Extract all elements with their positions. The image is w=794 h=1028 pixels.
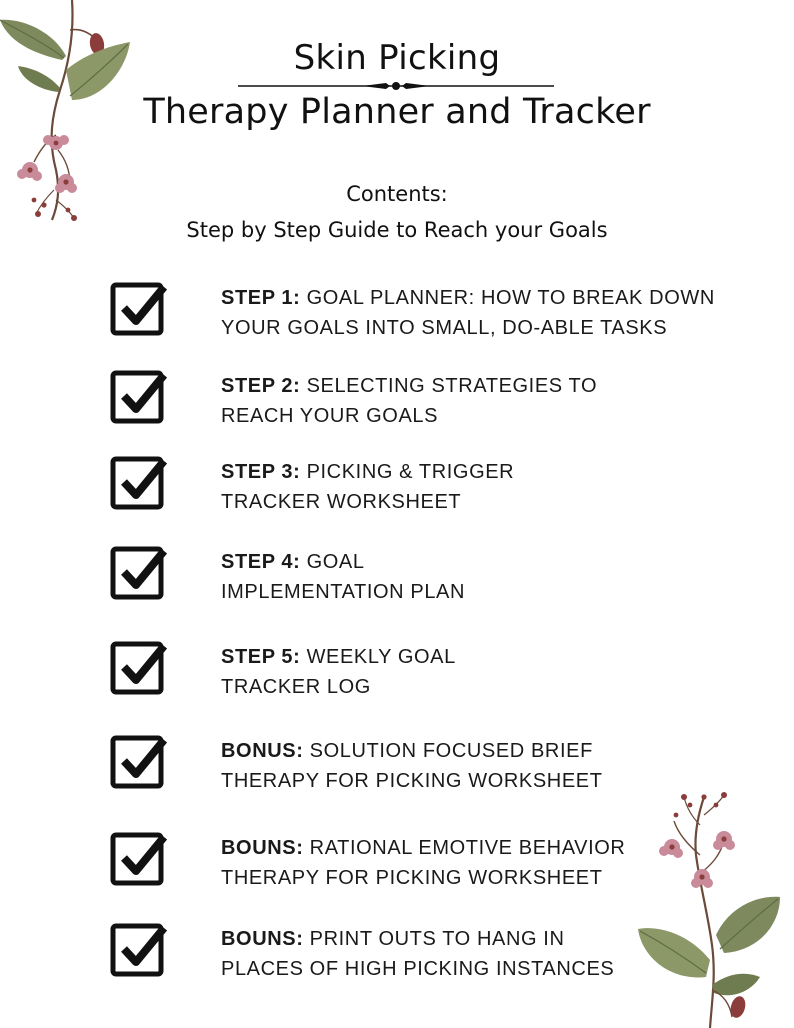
item-line-1: WEEKLY GOAL (300, 646, 456, 668)
item-line-2: REACH YOUR GOALS (221, 405, 439, 427)
title-line-1: Skin Picking (293, 38, 501, 78)
checkbox-checked-icon (110, 640, 168, 698)
item-line-2: TRACKER WORKSHEET (221, 491, 462, 513)
checkbox-checked-icon (110, 281, 168, 339)
item-label: STEP 3: (221, 461, 301, 483)
checkbox-checked-icon (110, 369, 168, 427)
item-line-1: SOLUTION FOCUSED BRIEF (303, 740, 593, 762)
checkbox-checked-icon (110, 734, 168, 792)
item-line-2: THERAPY FOR PICKING WORKSHEET (221, 770, 603, 792)
item-line-1: SELECTING STRATEGIES TO (300, 375, 598, 397)
item-label: BOUNS: (221, 928, 304, 950)
item-line-1: GOAL (300, 551, 365, 573)
item-line-1: PICKING & TRIGGER (300, 461, 515, 483)
item-text (221, 283, 761, 343)
item-line-2: YOUR GOALS INTO SMALL, DO-ABLE TASKS (221, 317, 668, 339)
item-text (221, 371, 761, 431)
item-label: STEP 1: (221, 287, 301, 309)
item-line-1: RATIONAL EMOTIVE BEHAVIOR (303, 837, 626, 859)
item-line-2: THERAPY FOR PICKING WORKSHEET (221, 867, 603, 889)
item-line-2: TRACKER LOG (221, 676, 371, 698)
contents-subheading: Step by Step Guide to Reach your Goals (186, 218, 608, 242)
checkbox-checked-icon (110, 922, 168, 980)
item-label: BONUS: (221, 740, 304, 762)
list-item (0, 281, 794, 345)
checkbox-checked-icon (110, 831, 168, 889)
item-label: STEP 5: (221, 646, 301, 668)
list-item (0, 369, 794, 433)
checkbox-checked-icon (110, 455, 168, 513)
item-text (221, 547, 761, 607)
checkbox-checked-icon (110, 545, 168, 603)
list-item (0, 545, 794, 609)
title-divider (238, 79, 554, 93)
item-text (221, 642, 761, 702)
title-line-2: Therapy Planner and Tracker (143, 92, 651, 132)
contents-heading: Contents: (346, 182, 448, 206)
item-label: BOUNS: (221, 837, 304, 859)
item-label: STEP 4: (221, 551, 301, 573)
item-line-1: PRINT OUTS TO HANG IN (303, 928, 565, 950)
list-item (0, 640, 794, 704)
item-label: STEP 2: (221, 375, 301, 397)
item-line-1: GOAL PLANNER: HOW TO BREAK DOWN (300, 287, 715, 309)
item-line-2: PLACES OF HIGH PICKING INSTANCES (221, 958, 615, 980)
item-text (221, 457, 761, 517)
floral-decoration-bottom (620, 785, 794, 1028)
item-line-2: IMPLEMENTATION PLAN (221, 581, 466, 603)
list-item (0, 455, 794, 519)
